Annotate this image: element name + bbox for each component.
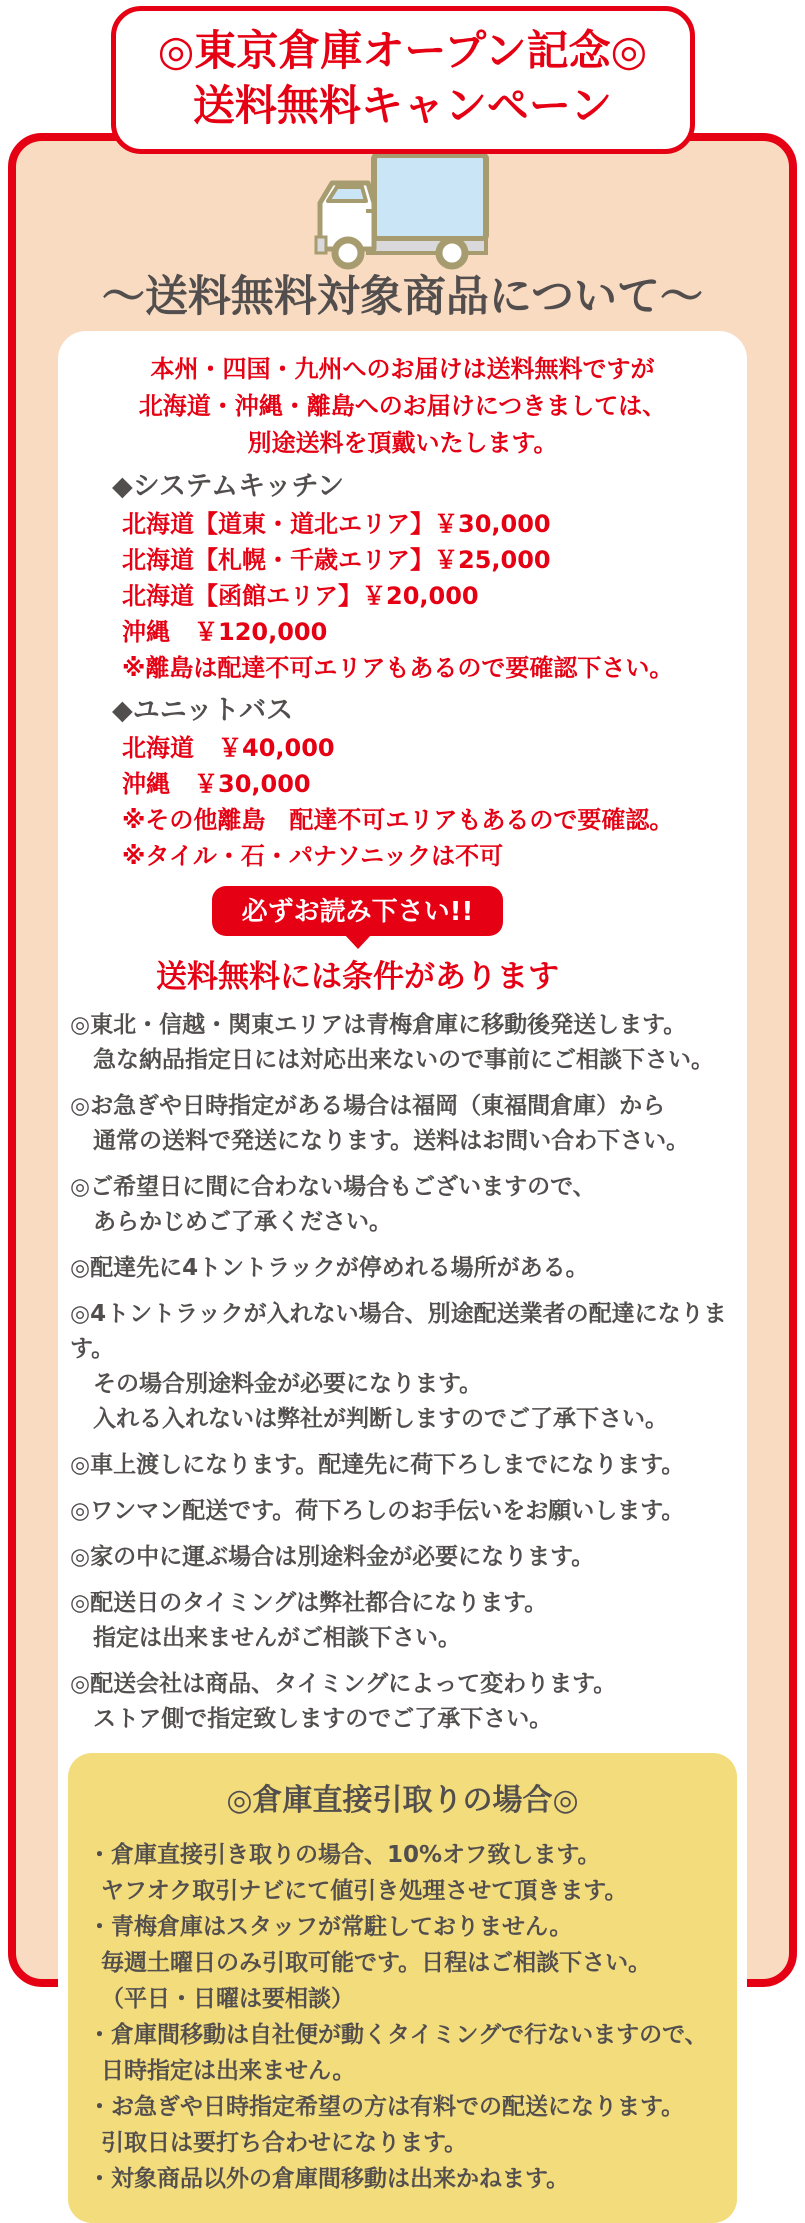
fee-line: ※離島は配達不可エリアもあるので要確認下さい。 [122, 654, 674, 682]
fee-category [58, 692, 747, 874]
pickup-line: ・倉庫直接引き取りの場合、10%オフ致します。 [88, 1842, 601, 1868]
pickup-line: 日時指定は出来ません。 [101, 2058, 356, 2084]
condition-line: 入れる入れないは弊社が判断しますのでご了承下さい。 [93, 1406, 668, 1432]
pickup-item [88, 1837, 725, 1909]
condition-line: ◎お急ぎや日時指定がある場合は福岡（東福間倉庫）から [70, 1093, 666, 1119]
condition-item [70, 1540, 743, 1575]
header-title-line2: 送料無料キャンペーン [192, 81, 613, 130]
must-read-badge-wrap [13, 886, 702, 949]
pickup-line: 毎週土曜日のみ引取可能です。日程はご相談下さい。 [101, 1950, 652, 1976]
condition-item [70, 1586, 743, 1656]
condition-line: ◎車上渡しになります。配達先に荷下ろしまでになります。 [70, 1452, 685, 1478]
condition-line: ◎東北・信越・関東エリアは青梅倉庫に移動後発送します。 [70, 1012, 687, 1038]
pickup-line: ・青梅倉庫はスタッフが常駐しておりません。 [88, 1914, 573, 1940]
shipping-intro [58, 351, 747, 462]
pickup-line: ヤフオク取引ナビにて値引き処理させて頂きます。 [101, 1878, 628, 1904]
condition-item [70, 1667, 743, 1737]
must-read-badge: 必ずお読み下さい!! [212, 886, 504, 936]
condition-line: その場合別途料金が必要になります。 [93, 1371, 483, 1397]
condition-line: ◎ご希望日に間に合わない場合もございますので、 [70, 1174, 596, 1200]
condition-line: あらかじめご了承ください。 [93, 1209, 392, 1235]
condition-line: ◎配送会社は商品、タイミングによって変わります。 [70, 1671, 617, 1697]
intro-line: 本州・四国・九州へのお届けは送料無料ですが [150, 355, 655, 383]
pickup-item [88, 2089, 725, 2161]
intro-line: 北海道・沖縄・離島へのお届けにつきましては、 [138, 392, 667, 420]
fee-line: 北海道 ￥40,000 [122, 734, 335, 762]
pickup-line: 引取日は要打ち合わせになります。 [101, 2130, 468, 2156]
pickup-item [88, 2161, 725, 2197]
condition-line: 指定は出来ませんがご相談下さい。 [93, 1625, 461, 1651]
pickup-line: ・対象商品以外の倉庫間移動は出来かねます。 [88, 2166, 570, 2192]
pickup-line: ・倉庫間移動は自社便が動くタイミングで行ないますので、 [88, 2022, 708, 2048]
condition-item [70, 1448, 743, 1483]
condition-item [70, 1297, 743, 1437]
condition-line: ◎配送日のタイミングは弊社都合になります。 [70, 1590, 548, 1616]
condition-line: ◎ワンマン配送です。荷下ろしのお手伝いをお願いします。 [70, 1498, 685, 1524]
pickup-list [80, 1837, 725, 2197]
fee-line: 北海道【函館エリア】￥20,000 [122, 582, 479, 610]
section-title: ～送料無料対象商品について～ [101, 272, 704, 322]
condition-item [70, 1008, 743, 1078]
condition-line: ◎4トントラックが入れない場合、別途配送業者の配達になります。 [70, 1301, 727, 1362]
shipping-fee-categories [58, 468, 747, 874]
fee-category-heading: ◆ユニットバス [112, 695, 294, 726]
condition-item [70, 1494, 743, 1529]
pickup-item [88, 1909, 725, 2017]
condition-item [70, 1170, 743, 1240]
badge-pointer-icon [344, 934, 372, 949]
shipping-info-panel [58, 331, 747, 2223]
fee-line: ※タイル・石・パナソニックは不可 [122, 842, 504, 870]
condition-line: 通常の送料で発送になります。送料はお問い合わ下さい。 [93, 1128, 690, 1154]
condition-line: 急な納品指定日には対応出来ないので事前にご相談下さい。 [93, 1047, 714, 1073]
fee-line: ※その他離島 配達不可エリアもあるので要確認。 [122, 806, 674, 834]
fee-line: 沖縄 ￥30,000 [122, 770, 311, 798]
condition-line: ◎配達先に4トントラックが停めれる場所がある。 [70, 1255, 589, 1281]
conditions-list [58, 1008, 747, 1737]
fee-category-heading: ◆システムキッチン [112, 471, 345, 502]
pickup-line: （平日・日曜は要相談） [101, 1986, 354, 2012]
warehouse-pickup-panel [68, 1753, 737, 2223]
fee-line: 北海道【道東・道北エリア】￥30,000 [122, 510, 551, 538]
header-title-line1: ◎東京倉庫オープン記念◎ [157, 26, 648, 75]
condition-line: ストア側で指定致しますのでご了承下さい。 [93, 1706, 553, 1732]
pickup-item [88, 2017, 725, 2089]
condition-item [70, 1089, 743, 1159]
header-banner [111, 6, 695, 154]
fee-line: 沖縄 ￥120,000 [122, 618, 328, 646]
condition-item [70, 1251, 743, 1286]
condition-line: ◎家の中に運ぶ場合は別途料金が必要になります。 [70, 1544, 595, 1570]
pickup-line: ・お急ぎや日時指定希望の方は有料での配送になります。 [88, 2094, 685, 2120]
delivery-truck-icon [310, 149, 496, 271]
intro-line: 別途送料を頂戴いたします。 [247, 429, 558, 457]
conditions-title: 送料無料には条件があります [156, 959, 559, 995]
fee-line: 北海道【札幌・千歳エリア】￥25,000 [122, 546, 551, 574]
campaign-body-panel [8, 133, 797, 2192]
fee-category [58, 468, 747, 686]
pickup-title: ◎倉庫直接引取りの場合◎ [226, 1783, 579, 1818]
